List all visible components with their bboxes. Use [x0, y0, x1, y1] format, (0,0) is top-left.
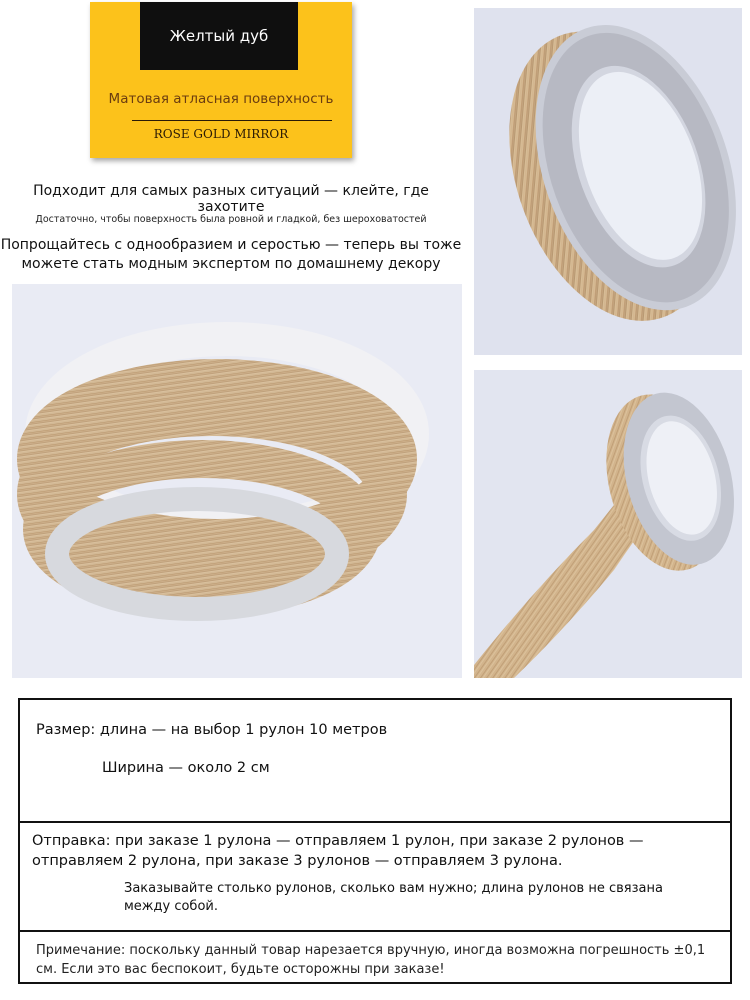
series-name: ROSE GOLD MIRROR: [153, 127, 289, 141]
feature-text-3: [0, 236, 462, 274]
tape-unrolled-image: [474, 370, 742, 678]
feature-text-3b: можете стать модным экспертом по домашнему декору: [21, 256, 441, 272]
product-photo-unrolled: [474, 370, 742, 678]
feature-text-2: Достаточно, чтобы поверхность была ровной и гладкой, без шероховатостей: [35, 214, 427, 225]
color-name-box: [140, 2, 298, 70]
tolerance-note: Примечание: поскольку данный товар нарезается вручную, иногда возможна погрешность ±0,1 см. Если это вас беспокоит, будьте осторожны при заказе!: [36, 943, 706, 977]
product-info-table: [18, 698, 732, 984]
size-info: Размер: длина — на выбор 1 рулон 10 метров: [36, 722, 388, 738]
width-info: Ширина — около 2 см: [102, 760, 270, 776]
tape-coil-image: [12, 284, 462, 678]
color-label-card: [90, 2, 352, 158]
feature-text-3a: Попрощайтесь с однообразием и серостью — теперь вы тоже: [0, 237, 462, 253]
shipping-note: Заказывайте столько рулонов, сколько вам нужно; длина рулонов не связана между собой.: [124, 881, 663, 914]
table-divider: [20, 821, 730, 823]
surface-type: Матовая атласная поверхность: [108, 91, 334, 107]
shipping-info: Отправка: при заказе 1 рулона — отправляем 1 рулон, при заказе 2 рулонов — отправляем 2 рулона, при заказе 3 рулонов — отправляем 3 рулона.: [32, 833, 644, 869]
product-photo-coil: [12, 284, 462, 678]
tape-roll-image: [474, 8, 742, 355]
product-photo-roll-side: [474, 8, 742, 355]
feature-text-1: Подходит для самых разных ситуаций — клейте, где захотите: [33, 183, 429, 215]
color-name: Желтый дуб: [169, 27, 269, 45]
table-divider: [20, 930, 730, 932]
label-divider: [132, 120, 332, 121]
